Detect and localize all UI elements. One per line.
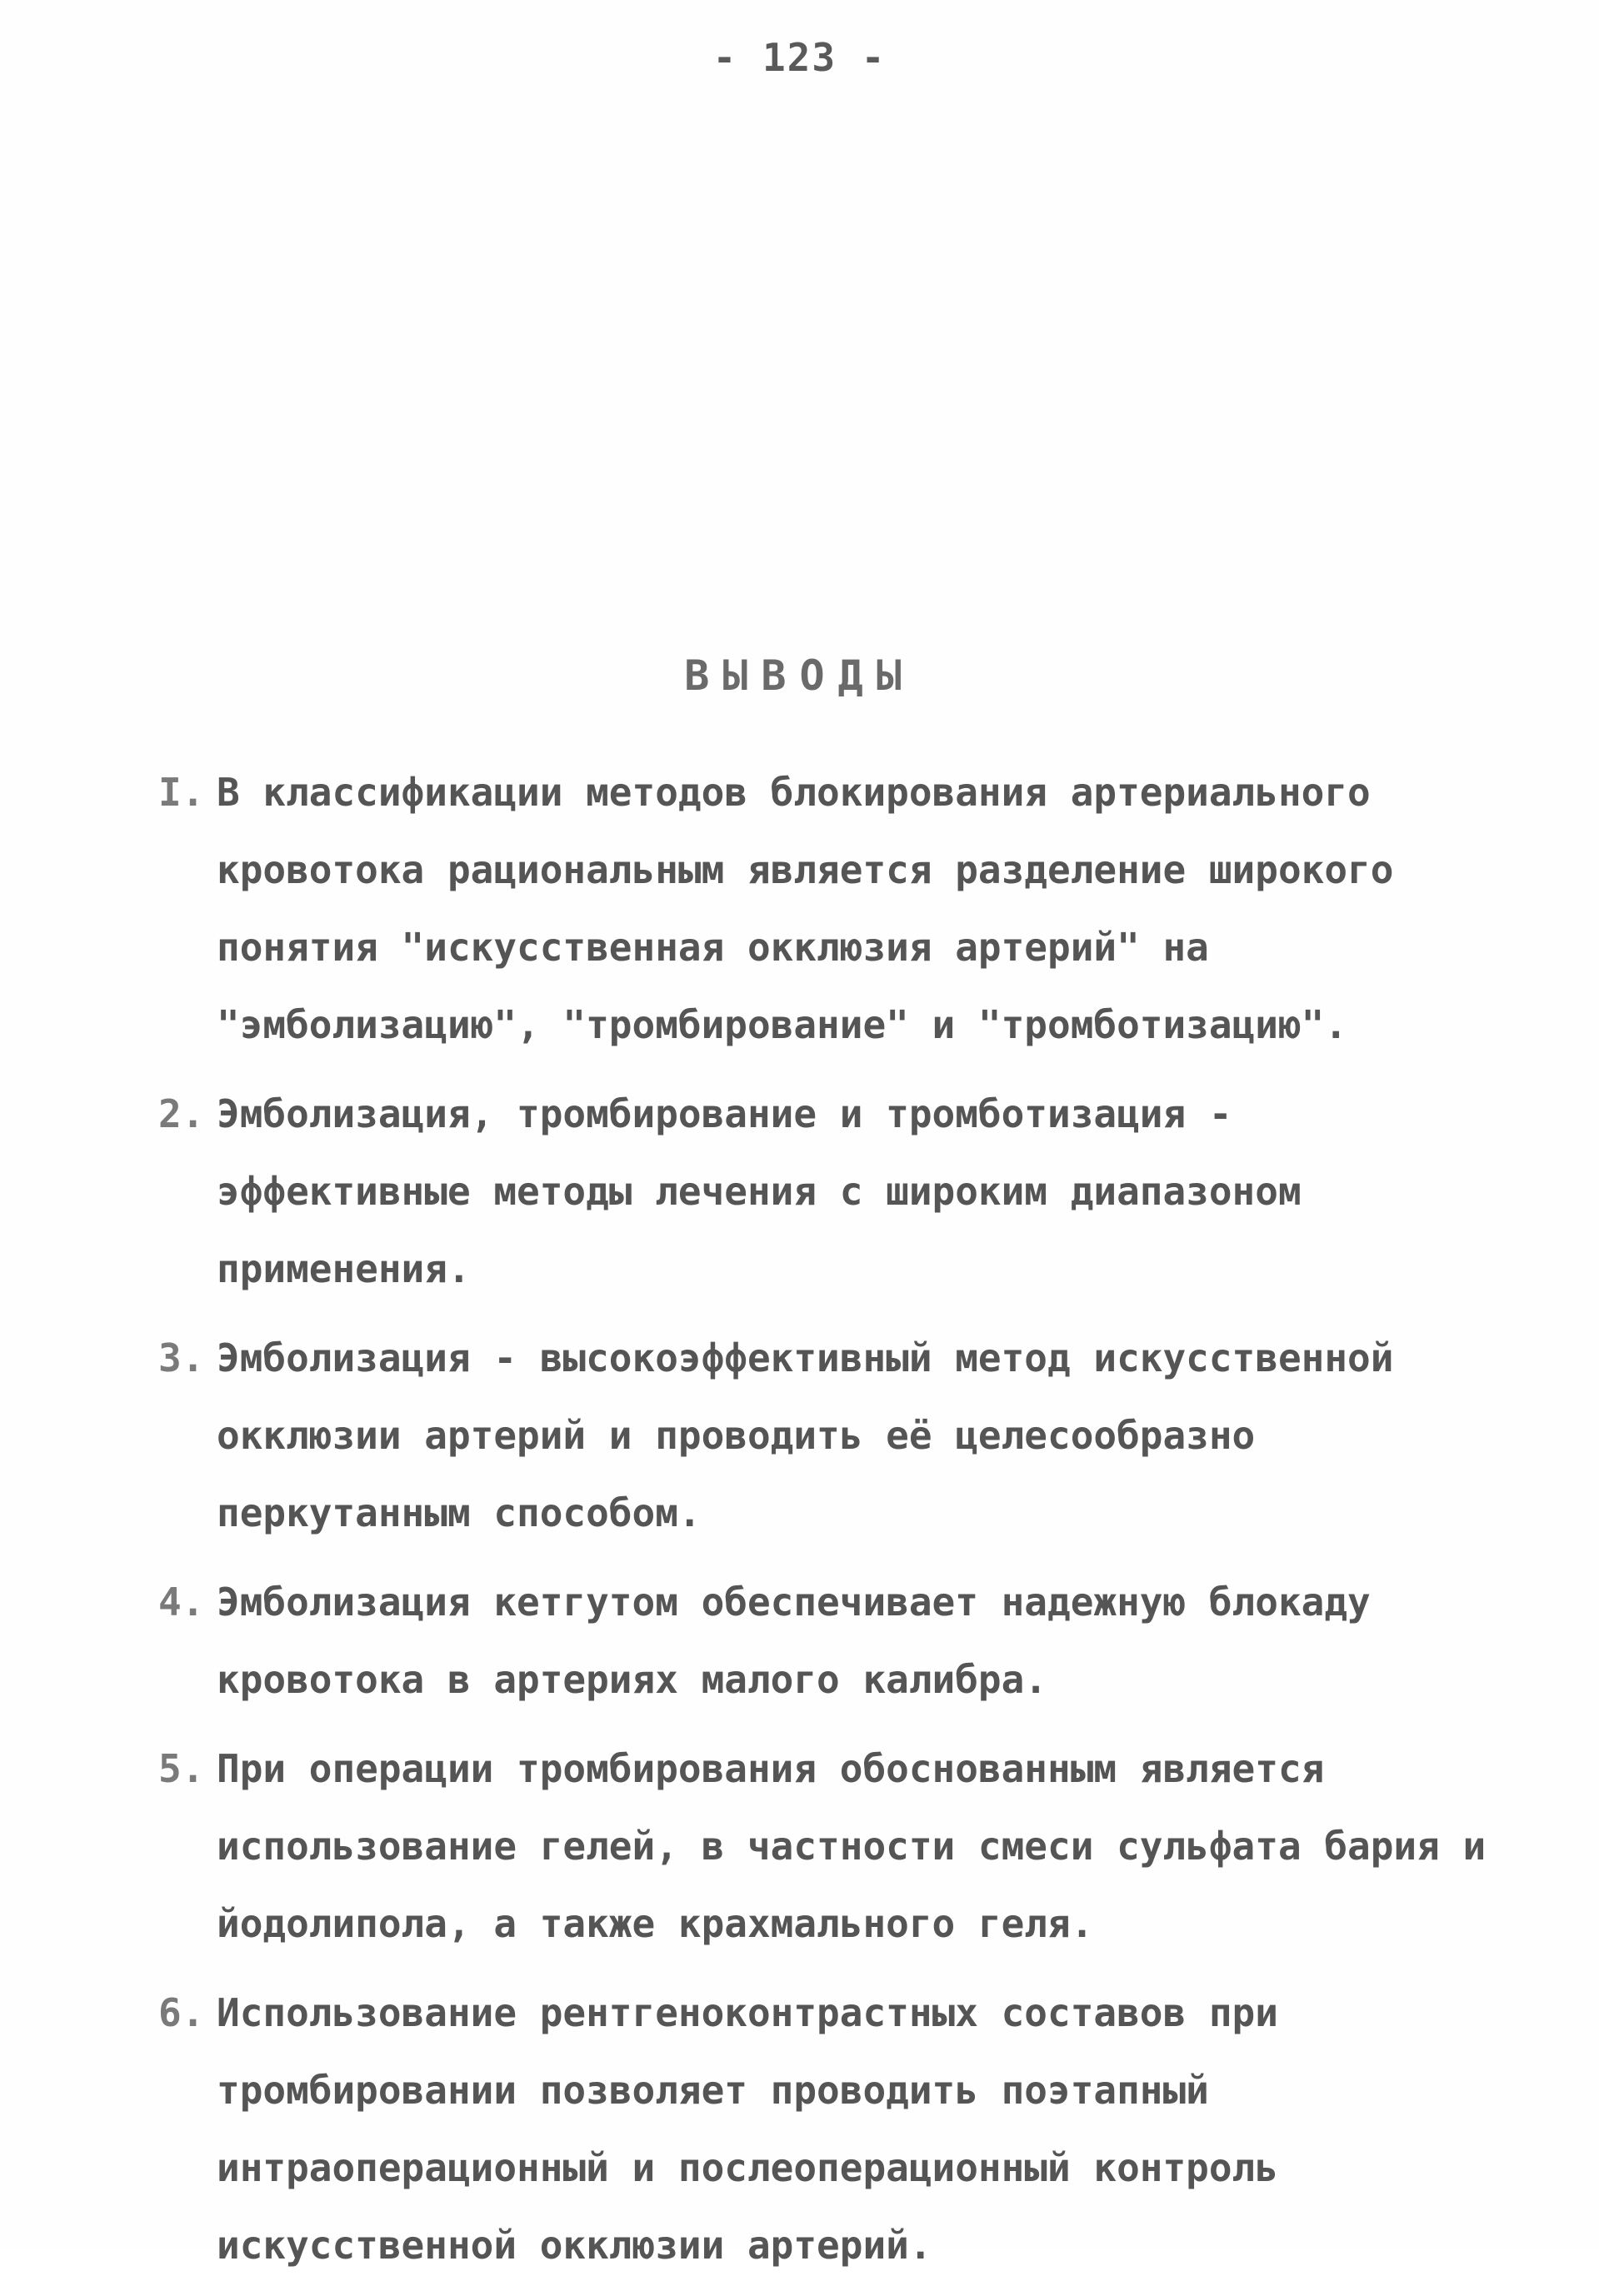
conclusion-number: 5. <box>158 1746 205 1791</box>
conclusion-item <box>158 1076 1500 1308</box>
section-title: ВЫВОДЫ <box>684 651 915 700</box>
conclusion-item <box>158 1564 1500 1719</box>
conclusion-text: Использование рентгеноконтрастных составов при тромбировании позволяет проводить поэтапный интраоперационный и послеоперационный контроль искусственной окклюзии артерий. <box>217 1990 1278 2268</box>
conclusion-number: 2. <box>158 1091 205 1136</box>
conclusion-text: При операции тромбирования обоснованным является использование гелей, в частности смеси сульфата бария и йодолипола, а также крахмального геля. <box>217 1746 1487 1946</box>
conclusions-list <box>158 754 1500 2296</box>
conclusion-item <box>158 1320 1500 1552</box>
conclusion-text: Эмболизация - высокоэффективный метод искусственной окклюзии артерий и проводить её целесообразно перкутанным способом. <box>217 1335 1394 1535</box>
conclusion-text: Эмболизация кетгутом обеспечивает надежную блокаду кровотока в артериях малого калибра. <box>217 1580 1371 1702</box>
conclusion-item <box>158 1730 1500 1963</box>
conclusion-number: I. <box>158 770 205 815</box>
page-number: - 123 - <box>712 35 887 80</box>
conclusion-text: Эмболизация, тромбирование и тромботизация - эффективные методы лечения с широким диапазоном применения. <box>217 1091 1302 1291</box>
conclusion-number: 4. <box>158 1580 205 1625</box>
conclusion-item <box>158 754 1500 1064</box>
conclusion-number: 6. <box>158 1990 205 2035</box>
conclusion-item <box>158 1974 1500 2284</box>
conclusion-number: 3. <box>158 1335 205 1380</box>
conclusion-text: В классификации методов блокирования артериального кровотока рациональным является разделение широкого понятия "искусственная окклюзия артерий" на "эмболизацию", "тромбирование" и "тромботизацию". <box>217 770 1394 1047</box>
